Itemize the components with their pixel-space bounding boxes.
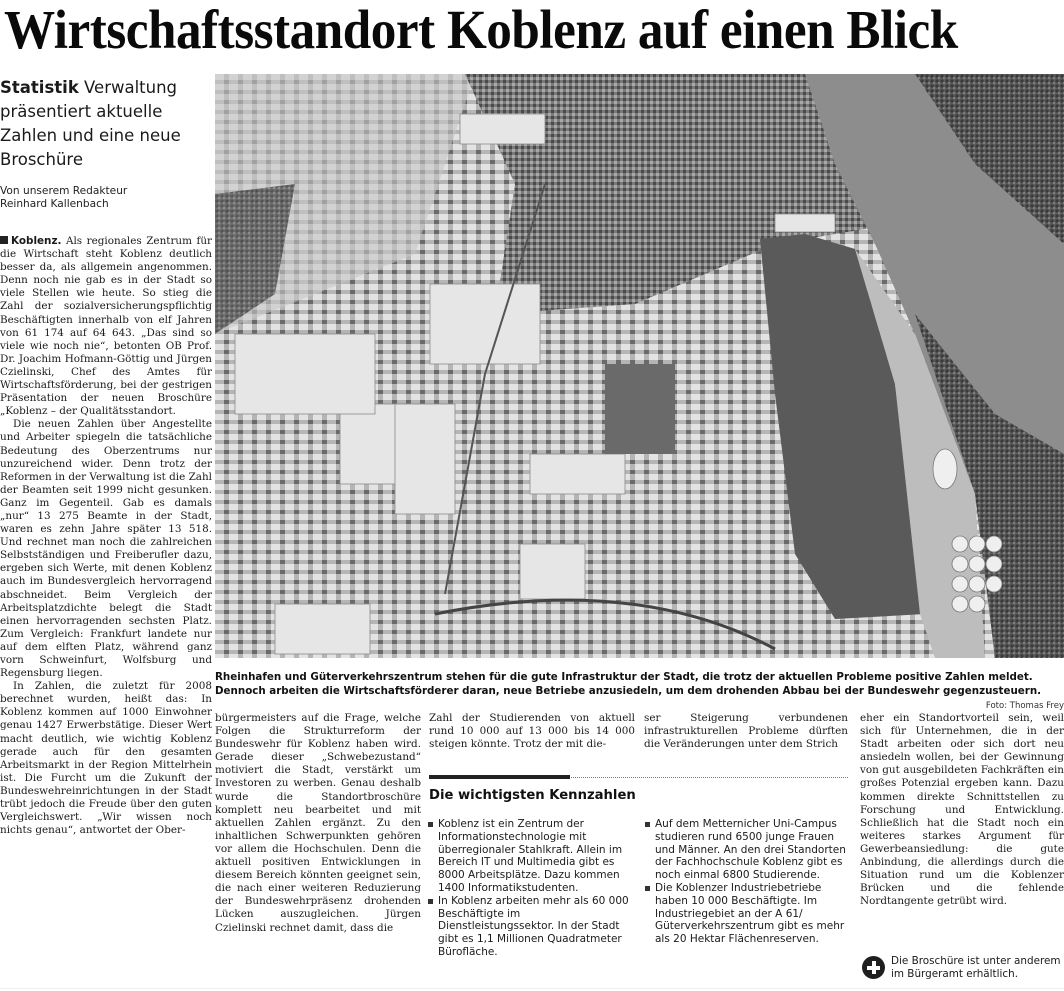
byline-role: Von unserem Redakteur	[0, 185, 128, 197]
article-column-2	[215, 712, 421, 935]
plus-circle-icon	[862, 956, 885, 979]
article-paragraph: Zahl der Studierenden von aktuell rund 10 000 auf 13 000 bis 14 000 steigen könnte. Trotz der mit die-	[429, 712, 635, 751]
kicker	[0, 76, 212, 172]
article-column-5	[860, 712, 1064, 908]
caption-text: Rheinhafen und Güterverkehrszentrum stehen für die gute Infrastruktur der Stadt, die trotz der aktuellen Probleme positive Zahlen meldet. Dennoch arbeiten die Wirtschaftsförderer daran, neue Betriebe anzusiedeln, um dem drohenden Abbau bei der Bundeswehr gegenzusteuern.	[215, 671, 1042, 697]
page-bottom-rule	[0, 988, 1064, 989]
fact-item: Die Koblenzer Industriebetriebe haben 10 000 Beschäftigte. Im Industriegebiet an der A 61/ Güterverkehrszentrum gibt es mehr als 20 Hektar Flächenreserven.	[645, 882, 850, 946]
photo-caption	[215, 670, 1064, 713]
headline: Wirtschaftsstandort Koblenz auf einen Blick	[4, 0, 958, 60]
article-column-4	[644, 712, 848, 751]
factbox-rule	[429, 775, 570, 779]
info-note-text: Die Broschüre ist unter anderem im Bürgeramt erhältlich.	[891, 955, 1061, 980]
kicker-label: Statistik	[0, 78, 79, 97]
factbox-title: Die wichtigsten Kennzahlen	[429, 788, 636, 803]
article-paragraph: Koblenz. Als regionales Zentrum für die Wirtschaft steht Koblenz deutlich besser da, als allgemein angenommen. Denn noch nie gab es in der Stadt so viele Stellen wie heute. So stieg die Zahl der sozialversicherungspflichtig Beschäftigten innerhalb von elf Jahren von 61 174 auf 64 643. „Das sind so viele wie noch nie“, betonten OB Prof. Dr. Joachim Hofmann-Göttig und Jürgen Czielinski, Chef des Amtes für Wirtschaftsförderung, bei der gestrigen Präsentation der neuen Broschüre „Koblenz – der Qualitätsstandort.	[0, 235, 212, 418]
article-column-1	[0, 235, 212, 837]
fact-item: In Koblenz arbeiten mehr als 60 000 Beschäftigte im Dienstleistungssektor. In der Stadt gibt es 1,1 Millionen Quadratmeter Bürofläche.	[428, 895, 633, 959]
article-paragraph: ser Steigerung verbundenen infrastrukturellen Probleme dürften die Veränderungen unter dem Strich	[644, 712, 848, 751]
article-paragraph: bürgermeisters auf die Frage, welche Folgen die Strukturreform der Bundeswehr für Koblenz haben wird. Gerade dieser „Schwebezustand“ motiviert die Stadt, verstärkt um Investoren zu werben. Genau deshalb wurde die Standortbroschüre komplett neu bearbeitet und mit aktuellen Zahlen ergänzt. Zu den inhaltlichen Schwerpunkten gehören vor allem die Hochschulen. Denn die aktuell positiven Entwicklungen in diesem Bereich könnten geeignet sein, die nach einer weiteren Reduzierung der Bundeswehrpräsenz drohenden Lücken auszugleichen. Jürgen Czielinski rechnet damit, dass die	[215, 712, 421, 934]
byline	[0, 185, 212, 211]
byline-author: Reinhard Kallenbach	[0, 198, 109, 210]
kicker-text: Verwaltung präsentiert aktuelle Zahlen und eine neue Broschüre	[0, 78, 181, 169]
factbox-list-right	[645, 818, 850, 946]
factbox-list-left	[428, 818, 633, 959]
dateline: Koblenz.	[11, 235, 62, 247]
photo-credit: Foto: Thomas Frey	[985, 701, 1064, 711]
article-column-3	[429, 712, 635, 751]
paragraph-marker-icon	[0, 236, 8, 244]
article-paragraph: In Zahlen, die zuletzt für 2008 berechnet wurden, heißt das: In Koblenz kommen auf 1000 Einwohner genau 1427 Erwerbstätige. Dieser Wert macht deutlich, wie wichtig Koblenz gerade auch für den gesamten Arbeitsmarkt in der Region Mittelrhein ist. Die Furcht um die Zukunft der Bundeswehreinrichtungen in der Stadt trübt jedoch die Freude über den guten Vergleichswert. „Wir wissen noch nichts genau“, antwortet der Ober-	[0, 680, 212, 837]
lead-column	[0, 76, 212, 211]
fact-item: Auf dem Metternicher Uni-Campus studieren rund 6500 junge Frauen und Männer. An den drei Standorten der Fachhochschule Koblenz gibt es noch einmal 6800 Studierende.	[645, 818, 850, 882]
article-paragraph: Die neuen Zahlen über Angestellte und Arbeiter spiegeln die tatsächliche Bedeutung des Oberzentrums nur unzureichend wider. Denn trotz der Reformen in der Verwaltung ist die Zahl der Beamten seit 1999 nicht gesunken. Ganz im Gegenteil. Gab es damals „nur“ 13 275 Beamte in der Stadt, waren es zehn Jahre später 13 518. Und rechnet man noch die zahlreichen Selbstständigen und Freiberufler dazu, ergeben sich Werte, mit denen Koblenz auch im Bundesvergleich hervorragend abschneidet. Beim Vergleich der Arbeitsplatzdichte belegt die Stadt einen hervorragenden sechsten Platz. Zum Vergleich: Frankfurt landete nur auf dem elften Platz, während ganz vorn Schweinfurt, Wolfsburg und Regensburg liegen.	[0, 418, 213, 680]
info-note	[862, 955, 1064, 981]
aerial-photo	[215, 74, 1064, 658]
fact-item: Koblenz ist ein Zentrum der Informationstechnologie mit überregionaler Stahlkraft. Allein im Bereich IT und Multimedia gibt es 8000 Arbeitsplätze. Dazu kommen 1400 Informatikstudenten.	[428, 818, 633, 895]
article-paragraph: eher ein Standortvorteil sein, weil sich für Unternehmen, die in der Stadt arbeiten oder sich dort neu ansiedeln wollen, bei der Gewinnung von gut ausgebildeten Fachkräften ein großes Potenzial ergeben kann. Dazu kommen direkte Schnittstellen zu Forschung und Entwicklung. Schließlich hat die Stadt noch ein weiteres starkes Argument für Gewerbeansiedlung: die gute Anbindung, die allerdings durch die Situation rund um die Koblenzer Brücken und die fehlende Nordtangente getrübt wird.	[860, 712, 1064, 908]
